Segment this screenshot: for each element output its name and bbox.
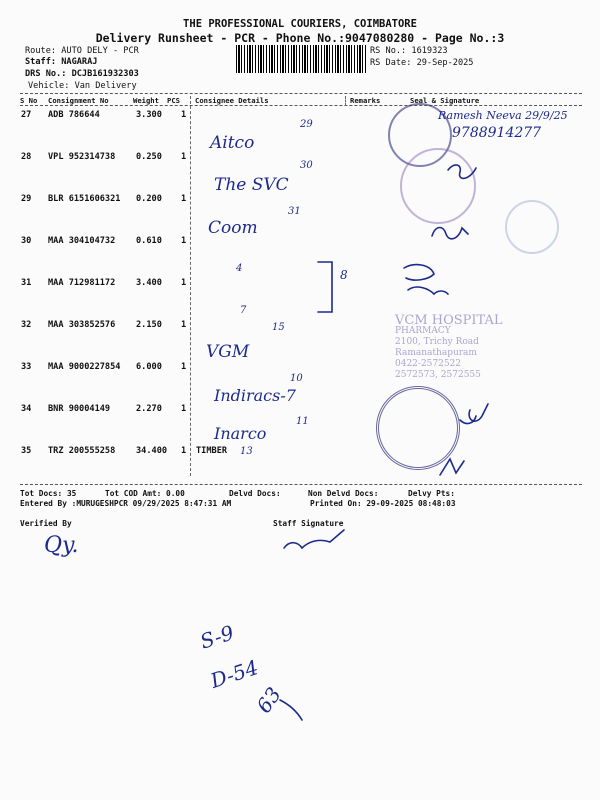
row-consignment: BNR 90004149 (48, 404, 111, 414)
row-sno: 29 (21, 194, 32, 204)
row-pcs: 1 (181, 110, 187, 120)
row-weight: 6.000 (136, 362, 162, 372)
barcode-image (236, 45, 366, 73)
courier-seal-stamp (400, 148, 476, 224)
row-pcs: 1 (181, 446, 187, 456)
col-sno: S No (20, 96, 38, 105)
handwritten-phone: 9788914277 (452, 125, 542, 141)
handwritten-note: D-54 (207, 655, 262, 693)
row-pcs: 1 (181, 320, 187, 330)
footer-rule (20, 484, 582, 485)
signature-stroke (404, 265, 434, 280)
handwritten-number: 15 (272, 322, 285, 333)
rs-number: RS No.: 1619323 (370, 46, 448, 56)
row-pcs: 1 (181, 362, 187, 372)
handwritten-number: 31 (288, 206, 301, 217)
verified-signature: Qy. (44, 533, 79, 558)
row-sno: 28 (21, 152, 32, 162)
row-consignment: TRZ 200555258 (48, 446, 116, 456)
vcm-stamp-line: 2572573, 2572555 (395, 370, 481, 380)
row-pcs: 1 (181, 236, 187, 246)
row-consignment: MAA 303852576 (48, 320, 116, 330)
handwritten-note: S-9 (197, 620, 237, 654)
bracket-stroke (318, 262, 332, 312)
row-weight: 2.150 (136, 320, 162, 330)
total-cod: Tot COD Amt: 0.00 (105, 489, 185, 498)
row-weight: 3.300 (136, 110, 162, 120)
handwritten-consignee: Aitco (210, 133, 255, 153)
non-delivered-docs: Non Delvd Docs: (308, 489, 379, 498)
rs-date: RS Date: 29-Sep-2025 (370, 58, 474, 68)
row-sno: 33 (21, 362, 32, 372)
handwritten-note: 63 (251, 682, 286, 718)
row-sno: 32 (21, 320, 32, 330)
vcm-stamp-line: 0422-2572522 (395, 359, 462, 369)
delivery-points: Delvy Pts: (408, 489, 455, 498)
staff-signature-label: Staff Signature (273, 519, 344, 528)
handwritten-consignee: Coom (208, 218, 258, 238)
row-weight: 0.250 (136, 152, 162, 162)
row-pcs: 1 (181, 404, 187, 414)
row-pcs: 1 (181, 278, 187, 288)
handwritten-number: 29 (300, 119, 313, 130)
inarco-round-stamp (376, 386, 460, 470)
column-divider (190, 96, 191, 476)
handwritten-number: 8 (340, 268, 348, 282)
row-weight: 0.610 (136, 236, 162, 246)
vcm-stamp-line: 2100, Trichy Road (395, 337, 479, 347)
entered-by: Entered By :MURUGESHPCR 09/29/2025 8:47:31 AM (20, 499, 232, 508)
delivered-docs: Delvd Docs: (229, 489, 281, 498)
row-consignment: MAA 9000227854 (48, 362, 121, 372)
printed-on: Printed On: 29-09-2025 08:48:03 (310, 499, 456, 508)
signature-stroke (469, 404, 488, 421)
col-remarks: Remarks (350, 96, 381, 105)
column-divider (345, 96, 346, 106)
faint-seal-stamp (505, 200, 559, 254)
row-pcs: 1 (181, 194, 187, 204)
handwritten-signature-name: Ramesh Neeva 29/9/25 (438, 109, 568, 122)
header-top-rule (20, 93, 582, 94)
vehicle-label: Vehicle: Van Delivery (28, 81, 137, 91)
handwritten-consignee: VGM (206, 342, 250, 362)
handwritten-number: 11 (296, 416, 309, 427)
handwritten-consignee: Indiracs-7 (214, 386, 296, 405)
drs-number: DRS No.: DCJB161932303 (25, 69, 139, 79)
row-consignment: MAA 712981172 (48, 278, 116, 288)
handwritten-number: 13 (240, 446, 253, 457)
col-seal-signature: Seal & Signature (410, 96, 480, 105)
vcm-stamp-line: Ramanathapuram (395, 348, 477, 358)
row-weight: 0.200 (136, 194, 162, 204)
note-underline-stroke (280, 700, 302, 720)
row-weight: 3.400 (136, 278, 162, 288)
vcm-stamp-line: VCM HOSPITAL (395, 313, 503, 328)
col-consignment: Consignment No (48, 96, 109, 105)
vcm-hospital-stamp (395, 315, 555, 381)
total-docs: Tot Docs: 35 (20, 489, 77, 498)
row-sno: 35 (21, 446, 32, 456)
row-sno: 34 (21, 404, 32, 414)
company-title: THE PROFESSIONAL COURIERS, COIMBATORE (183, 18, 417, 30)
col-consignee: Consignee Details (195, 96, 269, 105)
row-sno: 27 (21, 110, 32, 120)
signature-stroke (408, 287, 448, 294)
row-sno: 31 (21, 278, 32, 288)
row-sno: 30 (21, 236, 32, 246)
signature-stroke (460, 416, 476, 423)
row-consignment: MAA 304104732 (48, 236, 116, 246)
row-consignment: VPL 952314738 (48, 152, 116, 162)
row-consignment: ADB 786644 (48, 110, 100, 120)
handwritten-consignee: The SVC (214, 175, 289, 195)
header-bottom-rule (20, 105, 582, 106)
route-label: Route: AUTO DELY - PCR (25, 46, 139, 56)
signature-stroke (432, 228, 468, 239)
handwritten-number: 7 (240, 305, 247, 316)
col-weight: Weight (133, 96, 159, 105)
row-consignment: BLR 6151606321 (48, 194, 121, 204)
row-weight: 34.400 (136, 446, 168, 456)
row-consignee-details: TIMBER (196, 446, 228, 456)
col-pcs: PCS (167, 96, 180, 105)
signature-stroke (440, 459, 464, 475)
handwritten-number: 4 (236, 263, 243, 274)
staff-signature-stroke (284, 530, 344, 548)
verified-by-label: Verified By (20, 519, 72, 528)
handwritten-number: 30 (300, 160, 313, 171)
row-weight: 2.270 (136, 404, 162, 414)
handwritten-number: 10 (290, 373, 303, 384)
vcm-stamp-line: PHARMACY (395, 326, 451, 336)
handwritten-consignee: Inarco (214, 424, 267, 443)
runsheet-title: Delivery Runsheet - PCR - Phone No.:9047080280 - Page No.:3 (95, 31, 505, 45)
row-pcs: 1 (181, 152, 187, 162)
staff-label: Staff: NAGARAJ (25, 57, 98, 67)
